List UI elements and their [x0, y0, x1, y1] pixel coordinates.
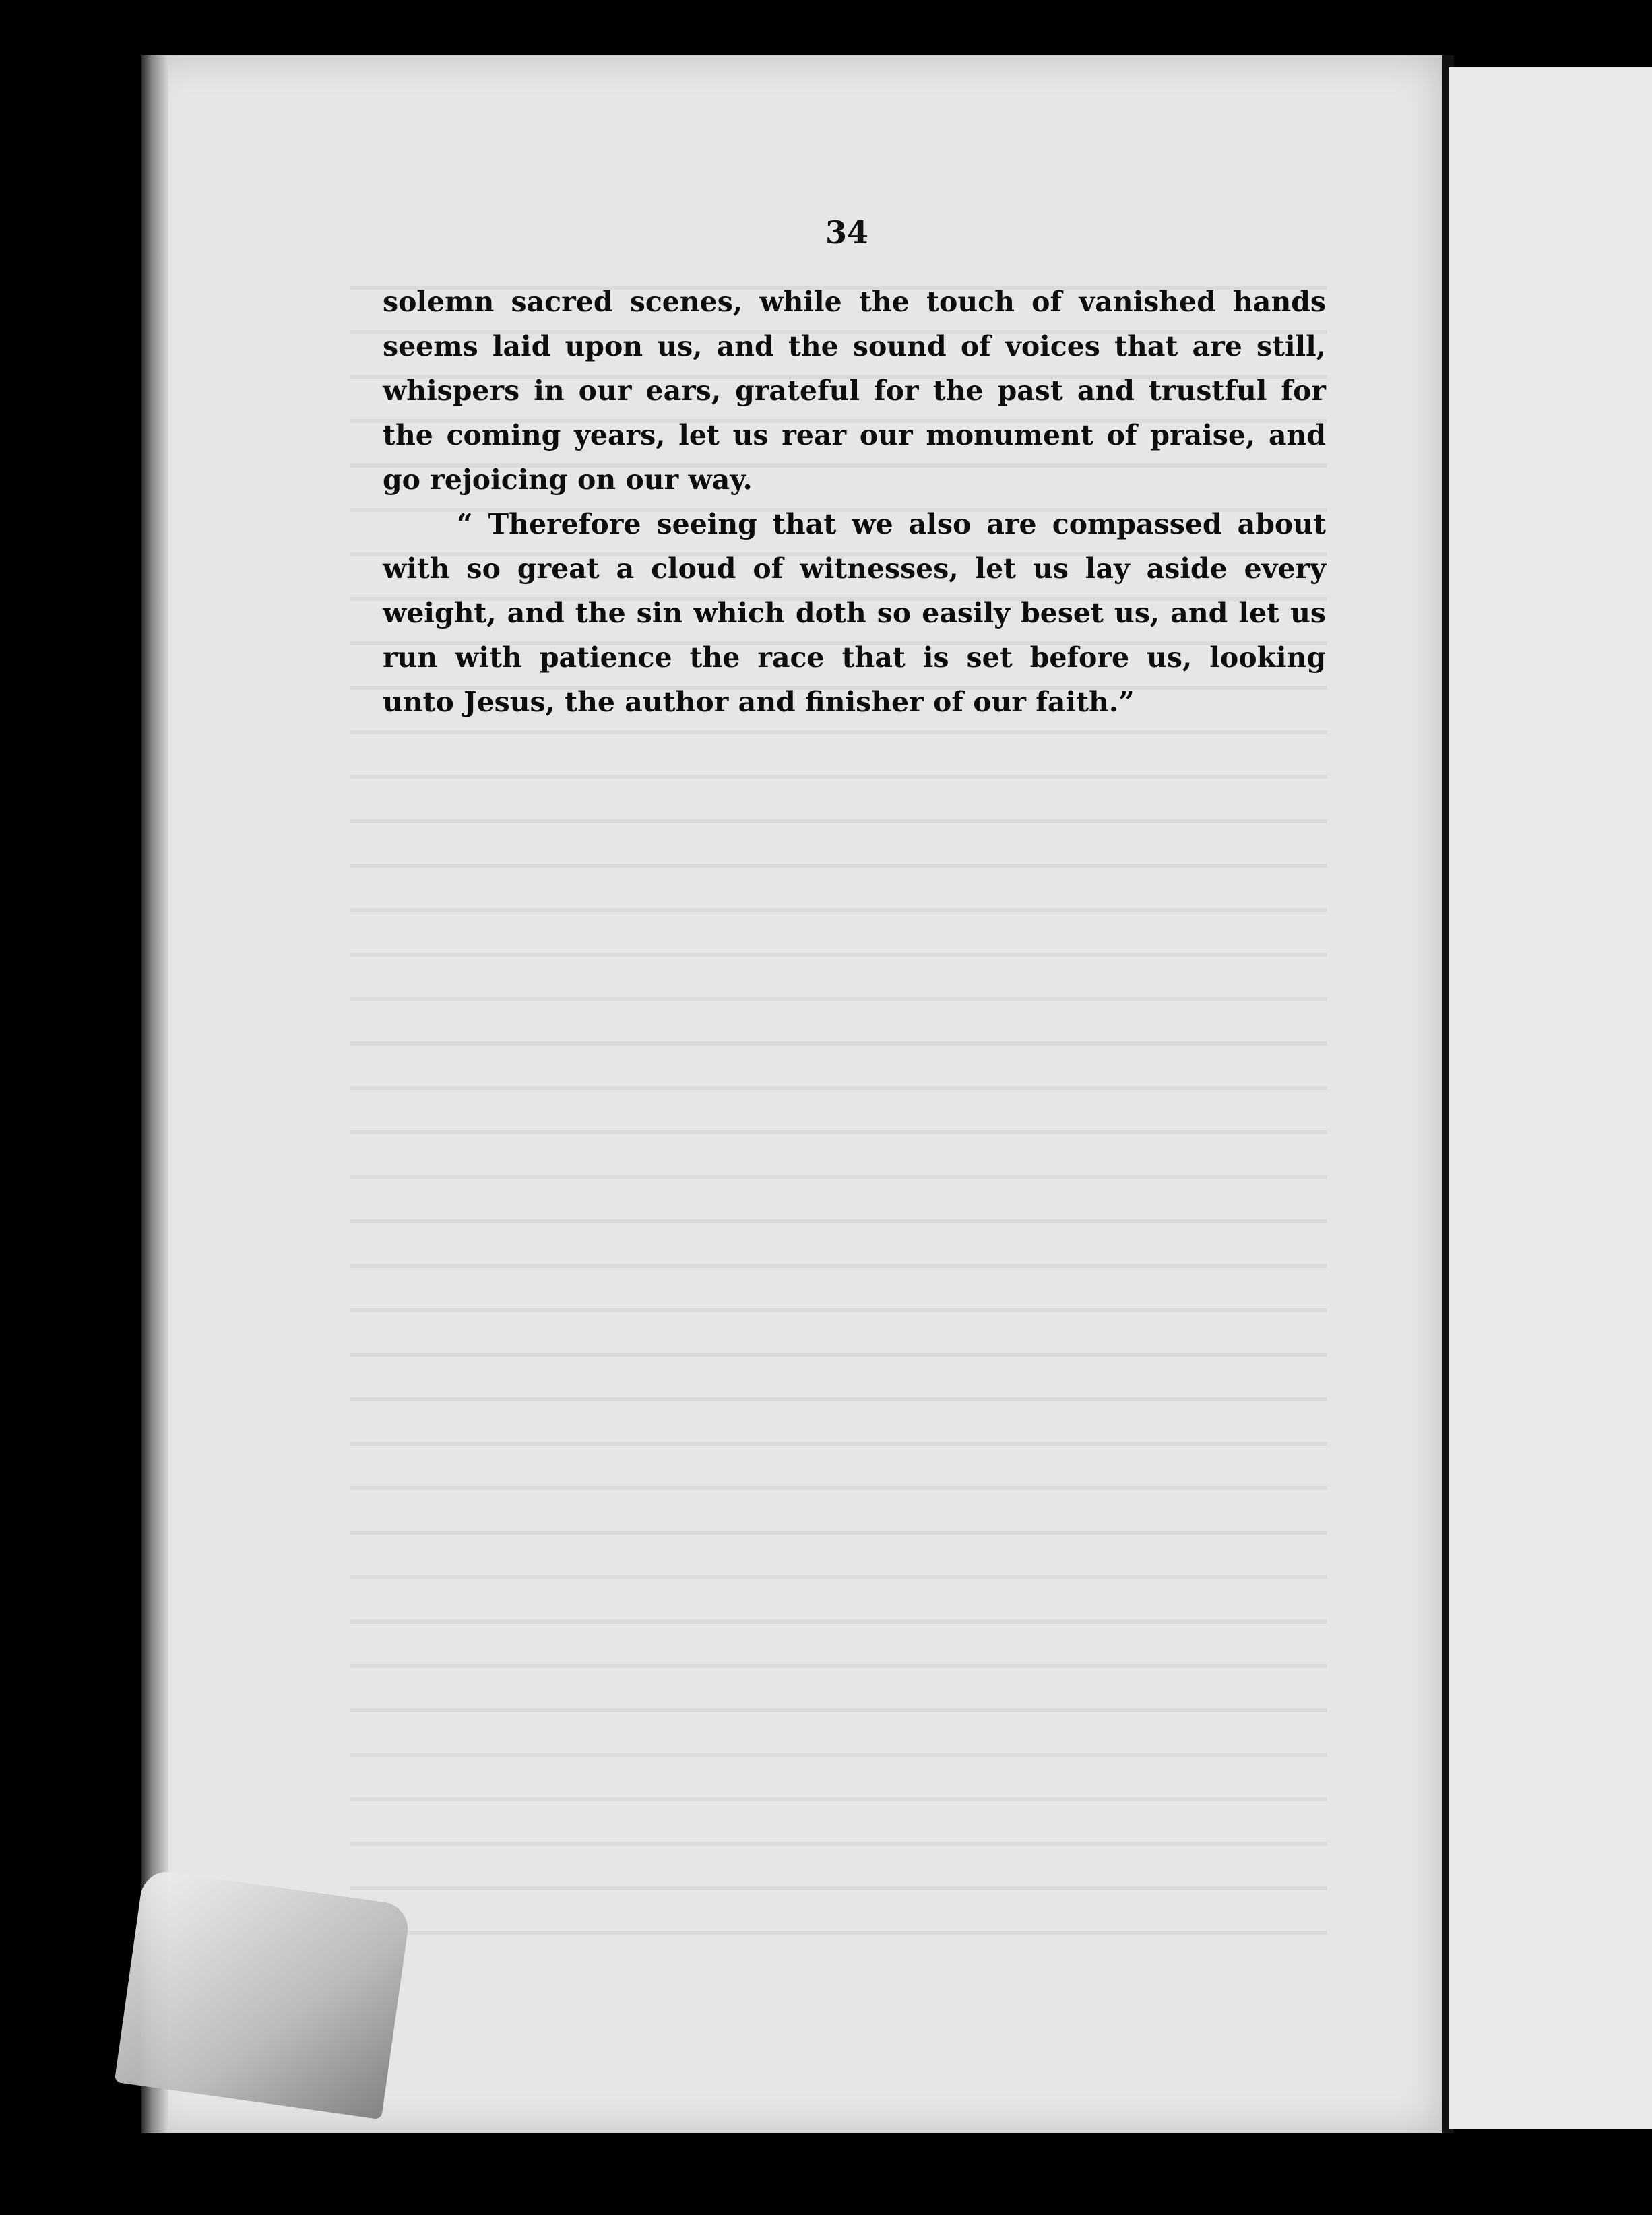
facing-page [1449, 67, 1652, 2129]
scanner-clip [115, 1869, 412, 2120]
paragraph-1: solemn sacred scenes, while the touch of vanished hands seems laid upon us, and the sound of voices that are still, whispers in our ears, grateful for the past and trustful for the coming years, let us rear our monument of praise, and go rejoicing on our way. [383, 286, 1326, 496]
page-edge [141, 55, 168, 2133]
paragraph-2: “ Therefore seeing that we also are compassed about with so great a cloud of witnesses, let us lay aside every weight, and the sin which doth so easily beset us, and let us run with patience the race that is set before us, looking unto Jesus, the author and finisher of our faith.” [383, 508, 1326, 718]
page-body [383, 280, 1326, 724]
page-number: 34 [825, 214, 869, 251]
